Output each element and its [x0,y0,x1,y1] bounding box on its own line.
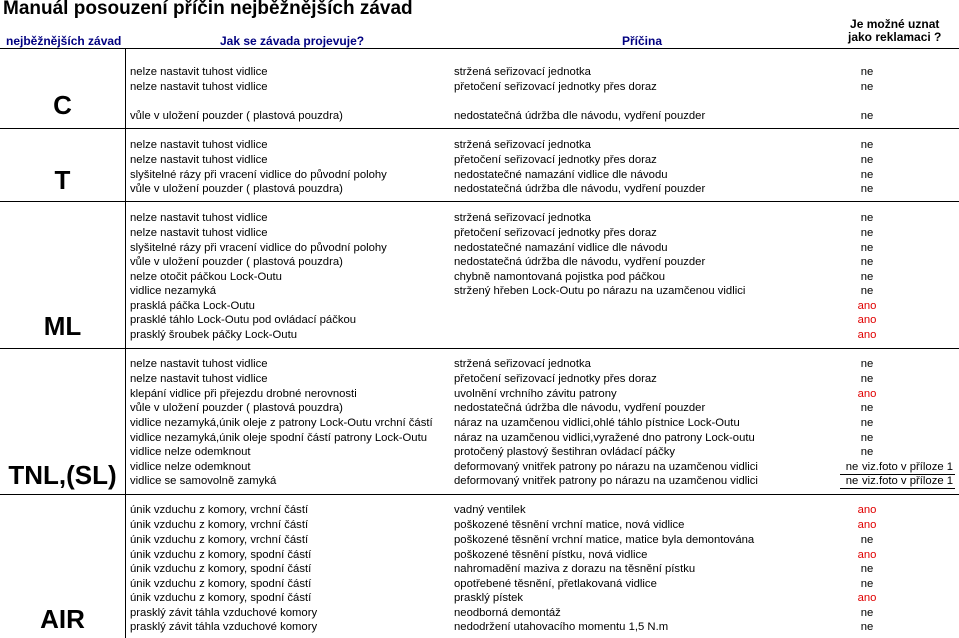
claim-answer-cell: ano [857,504,877,516]
table-row [0,313,959,328]
cause-cell: nahromadění maziva z dorazu na těsnění pístku [454,563,696,575]
page-title: Manuál posouzení příčin nejběžnějších závad [3,0,413,19]
symptom-cell: vidlice nelze odemknout [130,446,251,458]
table-row [0,211,959,226]
claim-answer-cell: ano [857,388,877,400]
group-divider [0,348,959,349]
table-row [0,284,959,299]
cause-cell: nedostatečná údržba dle návodu, vydření pouzder [454,110,706,122]
table-row [0,606,959,621]
symptom-cell: únik vzduchu z komory, spodní částí [130,549,312,561]
claim-answer-cell: ne [860,417,874,429]
claim-answer-cell: ne [845,475,859,487]
claim-answer-cell: ne [845,461,859,473]
claim-answer-cell: ne [860,285,874,297]
cause-cell: stržená seřizovací jednotka [454,66,591,78]
claim-answer-cell: ne [860,81,874,93]
symptom-cell: prasklé táhlo Lock-Outu pod ovládací páčkou [130,314,357,326]
table-row [0,620,959,635]
group-divider [0,201,959,202]
cause-cell: chybně namontovaná pojistka pod páčkou [454,271,666,283]
symptom-cell: únik vzduchu z komory, spodní částí [130,563,312,575]
table-row [0,474,959,489]
cause-cell: poškozené těsnění vrchní matice, nová vidlice [454,519,685,531]
cause-cell: prasklý pístek [454,592,524,604]
symptom-cell: únik vzduchu z komory, spodní částí [130,592,312,604]
symptom-cell: vůle v uložení pouzder ( plastová pouzdra) [130,256,343,268]
table-row [0,431,959,446]
cause-cell: stržená seřizovací jednotka [454,358,591,370]
cause-cell: poškozené těsnění vrchní matice, matice byla demontována [454,534,755,546]
symptom-cell: vidlice se samovolně zamyká [130,475,277,487]
cause-cell: stržený hřeben Lock-Outu po nárazu na uzamčenou vidlici [454,285,746,297]
claim-answer-cell: ano [857,592,877,604]
claim-answer-cell: ne [860,563,874,575]
table-row [0,387,959,402]
claim-answer-cell: ne [860,402,874,414]
claim-answer-cell: ne [860,154,874,166]
claim-answer-cell: ne [860,621,874,633]
cause-cell: přetočení seřizovací jednotky přes doraz [454,373,657,385]
cause-cell: neodborná demontáž [454,607,561,619]
claim-answer-cell: ano [857,300,877,312]
claim-answer-cell: ano [857,519,877,531]
cause-cell: deformovaný vnitřek patrony po nárazu na uzamčenou vidlici [454,461,758,473]
group-code: T [54,165,71,195]
table-row [0,548,959,563]
symptom-cell: nelze nastavit tuhost vidlice [130,154,268,166]
table-row [0,95,959,110]
table-row [0,328,959,343]
symptom-cell: vidlice nezamyká,únik oleje z patrony Lock-Outu vrchní částí [130,417,433,429]
symptom-cell: klepání vidlice při přejezdu drobné nerovnosti [130,388,357,400]
cause-cell: opotřebené těsnění, přetlakovaná vidlice [454,578,657,590]
table-row [0,299,959,314]
group-code: C [53,90,72,120]
table-row [0,226,959,241]
claim-answer-cell: ano [857,549,877,561]
table-row [0,65,959,80]
symptom-cell: prasklá páčka Lock-Outu [130,300,255,312]
table-row [0,416,959,431]
symptom-cell: únik vzduchu z komory, spodní částí [130,578,312,590]
claim-answer-cell: ne [860,169,874,181]
symptom-cell: prasklý závit táhla vzduchové komory [130,607,318,619]
claim-answer-cell: ne [860,373,874,385]
table-row [0,138,959,153]
claim-answer-cell: ne [860,358,874,370]
claim-answer-cell: ne [860,578,874,590]
table-row [0,109,959,124]
cause-cell: nedostatečná údržba dle návodu, vydření pouzder [454,183,706,195]
symptom-cell: vidlice nezamyká,únik oleje spodní částí patrony Lock-Outu [130,432,428,444]
group-divider [0,494,959,495]
table-row [0,80,959,95]
cause-cell: přetočení seřizovací jednotky přes doraz [454,227,657,239]
symptom-cell: vůle v uložení pouzder ( plastová pouzdra) [130,402,343,414]
symptom-cell: slyšitelné rázy při vracení vidlice do původní polohy [130,169,387,181]
table-row [0,591,959,606]
table-row [0,445,959,460]
cause-cell: protočený plastový šestihran ovládací páčky [454,446,676,458]
header-col3: Příčina [622,34,663,48]
header-col2: Jak se závada projevuje? [220,34,365,48]
table-row [0,153,959,168]
cause-cell: vadný ventilek [454,504,526,516]
symptom-cell: nelze nastavit tuhost vidlice [130,81,268,93]
claim-answer-cell: ne [860,242,874,254]
symptom-cell: nelze otočit páčkou Lock-Outu [130,271,282,283]
group-code: ML [43,311,82,341]
cause-cell: stržená seřizovací jednotka [454,212,591,224]
cause-cell: nedostatečné namazání vidlice dle návodu [454,169,668,181]
cause-cell: nedostatečné namazání vidlice dle návodu [454,242,668,254]
cause-cell: poškozené těsnění pístku, nová vidlice [454,549,648,561]
table-row [0,372,959,387]
symptom-cell: nelze nastavit tuhost vidlice [130,139,268,151]
symptom-cell: únik vzduchu z komory, vrchní částí [130,504,309,516]
header-col4 [848,18,941,44]
symptom-cell: únik vzduchu z komory, vrchní částí [130,519,309,531]
symptom-cell: vůle v uložení pouzder ( plastová pouzdra) [130,183,343,195]
cause-cell: nedostatečná údržba dle návodu, vydření pouzder [454,402,706,414]
claim-answer-cell: ne [860,534,874,546]
symptom-cell: vidlice nelze odemknout [130,461,251,473]
symptom-cell: nelze nastavit tuhost vidlice [130,358,268,370]
table-row [0,255,959,270]
table-row [0,241,959,256]
group-code: TNL,(SL) [8,460,117,490]
claim-answer-cell: ano [857,329,877,341]
table-row [0,533,959,548]
header-col1: nejběžnějších závad [6,34,122,48]
symptom-cell: nelze nastavit tuhost vidlice [130,373,268,385]
claim-answer-cell: ne [860,66,874,78]
cause-cell: stržená seřizovací jednotka [454,139,591,151]
table-row [0,562,959,577]
note-underline [840,488,955,489]
cause-cell: náraz na uzamčenou vidlici,vyražené dno patrony Lock-outu [454,432,755,444]
header-col4-line1: Je možné uznat [850,17,940,31]
group-code: AIR [40,604,85,634]
claim-answer-cell: ano [857,314,877,326]
symptom-cell: únik vzduchu z komory, vrchní částí [130,534,309,546]
cause-cell: přetočení seřizovací jednotky přes doraz [454,81,657,93]
cause-cell: nedostatečná údržba dle návodu, vydření pouzder [454,256,706,268]
claim-answer-cell: ne [860,227,874,239]
cause-cell: náraz na uzamčenou vidlici,ohlé táhlo pístnice Lock-Outu [454,417,740,429]
claim-answer-cell: ne [860,271,874,283]
header-divider [0,48,959,49]
claim-answer-cell: ne [860,432,874,444]
symptom-cell: nelze nastavit tuhost vidlice [130,66,268,78]
cause-cell: uvolnění vrchního závitu patrony [454,388,617,400]
table-row [0,503,959,518]
symptom-cell: prasklý šroubek páčky Lock-Outu [130,329,298,341]
cause-cell: přetočení seřizovací jednotky přes doraz [454,154,657,166]
claim-answer-cell: ne [860,256,874,268]
table-row [0,168,959,183]
symptom-cell: nelze nastavit tuhost vidlice [130,227,268,239]
group-divider [0,128,959,129]
cause-cell: deformovaný vnitřek patrony po nárazu na uzamčenou vidlici [454,475,758,487]
symptom-cell: slyšitelné rázy při vracení vidlice do původní polohy [130,242,387,254]
table-row [0,357,959,372]
symptom-cell: vůle v uložení pouzder ( plastová pouzdra) [130,110,343,122]
cause-cell: nedodržení utahovacího momentu 1,5 N.m [454,621,669,633]
table-row [0,270,959,285]
table-row [0,518,959,533]
claim-answer-cell: ne [860,607,874,619]
symptom-cell: vidlice nezamyká [130,285,217,297]
table-row [0,182,959,197]
claim-answer-cell: ne [860,183,874,195]
claim-answer-cell: ne [860,110,874,122]
table-row [0,460,959,475]
claim-answer-cell: ne [860,212,874,224]
table-row [0,577,959,592]
note-cell: viz.foto v příloze 1 [862,461,954,473]
note-cell: viz.foto v příloze 1 [862,475,954,487]
symptom-cell: prasklý závit táhla vzduchové komory [130,621,318,633]
symptom-cell: nelze nastavit tuhost vidlice [130,212,268,224]
claim-answer-cell: ne [860,139,874,151]
claim-answer-cell: ne [860,446,874,458]
table-row [0,401,959,416]
header-col4-line2: jako reklamaci ? [848,30,942,44]
